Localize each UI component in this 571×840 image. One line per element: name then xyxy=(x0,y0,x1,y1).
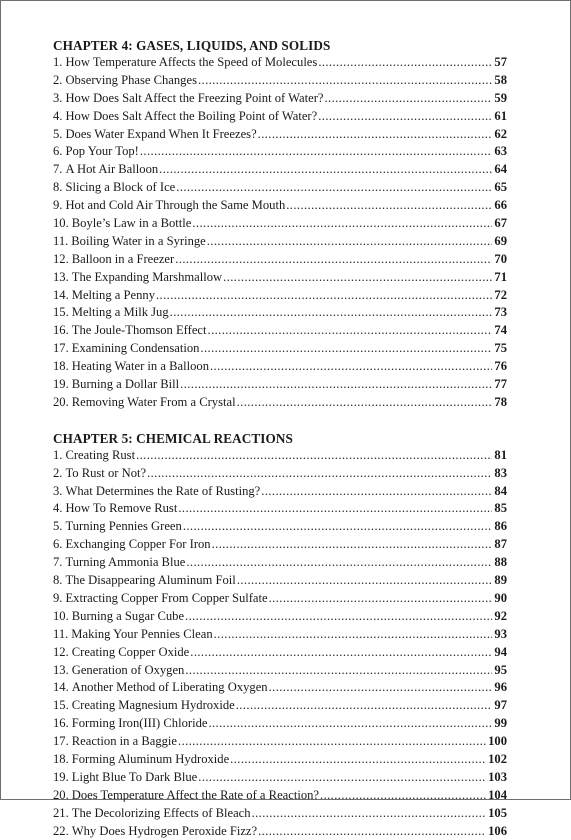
toc-entry xyxy=(53,322,507,340)
toc-entry xyxy=(53,751,507,769)
chapter-section xyxy=(53,431,507,840)
entry-number: 18. xyxy=(53,359,69,374)
entry-number: 10. xyxy=(53,216,69,231)
entry-title: Forming Iron(III) Chloride xyxy=(71,716,208,731)
dot-leader xyxy=(258,823,486,840)
entry-title: How Does Salt Affect the Boiling Point of Water? xyxy=(65,108,318,123)
toc-entry xyxy=(53,304,507,322)
toc-entry xyxy=(53,215,507,233)
dot-leader xyxy=(318,54,492,72)
entry-number: 4. xyxy=(53,501,63,516)
toc-entry xyxy=(53,518,507,536)
entry-number: 15. xyxy=(53,305,69,320)
entry-page-number: 77 xyxy=(494,377,507,392)
toc-entry xyxy=(53,572,507,590)
entry-page-number: 103 xyxy=(488,769,507,784)
entry-number: 18. xyxy=(53,751,69,766)
entry-page-number: 97 xyxy=(494,698,507,713)
toc-entry xyxy=(53,197,507,215)
toc-entry xyxy=(53,483,507,501)
dot-leader xyxy=(237,572,493,590)
entry-title: Pop Your Top! xyxy=(65,144,139,159)
entry-title: Making Your Pennies Clean xyxy=(71,626,213,641)
entry-title: Does Temperature Affect the Rate of a Reaction? xyxy=(71,787,320,802)
dot-leader xyxy=(192,215,492,233)
dot-leader xyxy=(208,715,492,733)
entry-page-number: 83 xyxy=(494,465,507,480)
toc-entry xyxy=(53,179,507,197)
dot-leader xyxy=(186,554,492,572)
entry-title: Boyle’s Law in a Bottle xyxy=(71,216,192,231)
entry-number: 9. xyxy=(53,198,63,213)
entry-page-number: 59 xyxy=(494,90,507,105)
entry-page-number: 57 xyxy=(494,55,507,69)
entry-page-number: 96 xyxy=(494,680,507,695)
entry-title: What Determines the Rate of Rusting? xyxy=(65,483,261,498)
toc-entry xyxy=(53,536,507,554)
toc-entry xyxy=(53,626,507,644)
entry-title: Exchanging Copper For Iron xyxy=(65,537,211,552)
dot-leader xyxy=(175,251,492,269)
entry-title: Why Does Hydrogen Peroxide Fizz? xyxy=(71,823,258,838)
toc-entry xyxy=(53,805,507,823)
entry-title: Creating Rust xyxy=(65,447,136,462)
entry-number: 19. xyxy=(53,769,69,784)
entry-number: 3. xyxy=(53,90,63,105)
entry-number: 5. xyxy=(53,519,63,534)
entry-title: Reaction in a Baggie xyxy=(71,734,178,749)
entry-number: 20. xyxy=(53,394,69,409)
toc-entry xyxy=(53,769,507,787)
entry-title: The Decolorizing Effects of Bleach xyxy=(71,805,251,820)
entry-title: Observing Phase Changes xyxy=(65,72,197,87)
dot-leader xyxy=(140,143,493,161)
entry-page-number: 69 xyxy=(494,233,507,248)
toc-entry xyxy=(53,108,507,126)
entry-page-number: 76 xyxy=(494,359,507,374)
entry-page-number: 99 xyxy=(494,716,507,731)
dot-leader xyxy=(214,626,493,644)
entry-title: Boiling Water in a Syringe xyxy=(71,233,206,248)
entry-page-number: 88 xyxy=(494,555,507,570)
entry-number: 12. xyxy=(53,251,69,266)
toc-entry xyxy=(53,161,507,179)
entry-number: 10. xyxy=(53,608,69,623)
dot-leader xyxy=(200,340,492,358)
entry-page-number: 74 xyxy=(494,323,507,338)
dot-leader xyxy=(170,304,493,322)
dot-leader xyxy=(269,679,493,697)
entry-number: 1. xyxy=(53,55,63,69)
toc-entry xyxy=(53,233,507,251)
entry-page-number: 93 xyxy=(494,626,507,641)
entry-page-number: 75 xyxy=(494,341,507,356)
entry-title: Generation of Oxygen xyxy=(71,662,185,677)
dot-leader xyxy=(208,322,493,340)
entry-title: Burning a Dollar Bill xyxy=(71,377,180,392)
entry-page-number: 64 xyxy=(494,162,507,177)
dot-leader xyxy=(198,769,486,787)
toc-entry xyxy=(53,500,507,518)
entry-number: 16. xyxy=(53,716,69,731)
entry-page-number: 58 xyxy=(494,72,507,87)
toc-entry xyxy=(53,269,507,287)
entry-title: The Disappearing Aluminum Foil xyxy=(65,573,236,588)
entry-title: Creating Copper Oxide xyxy=(71,644,190,659)
entry-page-number: 95 xyxy=(494,662,507,677)
entry-number: 20. xyxy=(53,787,69,802)
entry-page-number: 81 xyxy=(494,447,507,462)
toc-entry xyxy=(53,679,507,697)
entry-title: Burning a Sugar Cube xyxy=(71,608,185,623)
entry-title: Melting a Milk Jug xyxy=(71,305,169,320)
entry-number: 19. xyxy=(53,377,69,392)
dot-leader xyxy=(320,787,486,805)
entry-number: 15. xyxy=(53,698,69,713)
toc-entry xyxy=(53,143,507,161)
entry-title: Heating Water in a Balloon xyxy=(71,359,209,374)
toc-entry xyxy=(53,287,507,305)
entry-number: 4. xyxy=(53,108,63,123)
entry-number: 14. xyxy=(53,680,69,695)
dot-leader xyxy=(136,447,492,465)
entry-number: 6. xyxy=(53,537,63,552)
dot-leader xyxy=(156,287,492,305)
dot-leader xyxy=(190,644,492,662)
toc-entry xyxy=(53,662,507,680)
entry-number: 16. xyxy=(53,323,69,338)
toc-entry xyxy=(53,715,507,733)
entry-page-number: 105 xyxy=(488,805,507,820)
entry-page-number: 70 xyxy=(494,251,507,266)
toc-entry xyxy=(53,447,507,465)
dot-leader xyxy=(178,500,492,518)
entry-number: 17. xyxy=(53,341,69,356)
toc-entry xyxy=(53,376,507,394)
entry-page-number: 90 xyxy=(494,590,507,605)
dot-leader xyxy=(261,483,492,501)
dot-leader xyxy=(210,358,492,376)
entry-page-number: 72 xyxy=(494,287,507,302)
entry-page-number: 65 xyxy=(494,180,507,195)
dot-leader xyxy=(236,697,493,715)
toc-entry xyxy=(53,465,507,483)
entry-title: Creating Magnesium Hydroxide xyxy=(71,698,235,713)
entry-number: 11. xyxy=(53,233,69,248)
entry-title: Hot and Cold Air Through the Same Mouth xyxy=(65,198,286,213)
dot-leader xyxy=(212,536,493,554)
dot-leader xyxy=(237,394,493,412)
toc-entry xyxy=(53,554,507,572)
entry-number: 2. xyxy=(53,465,63,480)
entry-page-number: 71 xyxy=(494,269,507,284)
entry-page-number: 67 xyxy=(494,216,507,231)
entry-page-number: 86 xyxy=(494,519,507,534)
chapter-heading: CHAPTER 4: GASES, LIQUIDS, AND SOLIDS xyxy=(53,38,331,53)
entry-page-number: 87 xyxy=(494,537,507,552)
dot-leader xyxy=(185,608,492,626)
entry-number: 7. xyxy=(53,162,63,177)
entry-number: 6. xyxy=(53,144,63,159)
dot-leader xyxy=(178,733,486,751)
entry-title: Balloon in a Freezer xyxy=(71,251,175,266)
entry-title: Turning Ammonia Blue xyxy=(65,555,186,570)
toc-entry xyxy=(53,608,507,626)
entry-page-number: 94 xyxy=(494,644,507,659)
entry-page-number: 89 xyxy=(494,573,507,588)
dot-leader xyxy=(180,376,492,394)
toc-entry xyxy=(53,340,507,358)
entry-number: 2. xyxy=(53,72,63,87)
dot-leader xyxy=(185,662,492,680)
entry-title: Turning Pennies Green xyxy=(65,519,182,534)
entry-number: 21. xyxy=(53,805,69,820)
entry-title: Light Blue To Dark Blue xyxy=(71,769,198,784)
toc-entry xyxy=(53,590,507,608)
entry-page-number: 92 xyxy=(494,608,507,623)
entry-number: 14. xyxy=(53,287,69,302)
toc-entry xyxy=(53,358,507,376)
entry-page-number: 66 xyxy=(494,198,507,213)
entry-number: 9. xyxy=(53,590,63,605)
entry-page-number: 61 xyxy=(494,108,507,123)
toc-entry xyxy=(53,394,507,412)
toc-entry xyxy=(53,126,507,144)
entry-page-number: 85 xyxy=(494,501,507,516)
entry-title: Does Water Expand When It Freezes? xyxy=(65,126,257,141)
chapter-section xyxy=(53,38,507,412)
entry-page-number: 104 xyxy=(488,787,507,802)
dot-leader xyxy=(147,465,492,483)
entry-number: 13. xyxy=(53,662,69,677)
entry-page-number: 78 xyxy=(494,394,507,409)
entry-number: 8. xyxy=(53,180,63,195)
entry-page-number: 106 xyxy=(488,823,507,838)
entry-title: The Joule-Thomson Effect xyxy=(71,323,207,338)
toc-entry xyxy=(53,823,507,840)
toc-entry xyxy=(53,251,507,269)
entry-number: 11. xyxy=(53,626,69,641)
entry-page-number: 102 xyxy=(488,751,507,766)
entry-number: 8. xyxy=(53,573,63,588)
dot-leader xyxy=(286,197,492,215)
entry-number: 13. xyxy=(53,269,69,284)
dot-leader xyxy=(176,179,492,197)
dot-leader xyxy=(324,90,492,108)
entry-number: 5. xyxy=(53,126,63,141)
dot-leader xyxy=(207,233,493,251)
entry-number: 12. xyxy=(53,644,69,659)
entry-number: 3. xyxy=(53,483,63,498)
entry-number: 22. xyxy=(53,823,69,838)
dot-leader xyxy=(159,161,492,179)
entry-title: Extracting Copper From Copper Sulfate xyxy=(65,590,268,605)
entry-title: Examining Condensation xyxy=(71,341,200,356)
toc-entry xyxy=(53,733,507,751)
entry-title: Melting a Penny xyxy=(71,287,155,302)
entry-page-number: 100 xyxy=(488,734,507,749)
toc-entry xyxy=(53,644,507,662)
dot-leader xyxy=(230,751,486,769)
entry-title: A Hot Air Balloon xyxy=(65,162,159,177)
entry-page-number: 62 xyxy=(494,126,507,141)
toc-entry xyxy=(53,787,507,805)
entry-title: Another Method of Liberating Oxygen xyxy=(71,680,268,695)
toc-entry xyxy=(53,72,507,90)
chapter-heading: CHAPTER 5: CHEMICAL REACTIONS xyxy=(53,430,293,446)
entry-title: To Rust or Not? xyxy=(65,465,147,480)
entry-number: 17. xyxy=(53,734,69,749)
entry-title: Slicing a Block of Ice xyxy=(65,180,176,195)
toc-entry xyxy=(53,54,507,72)
dot-leader xyxy=(318,108,492,126)
toc-entry xyxy=(53,697,507,715)
entry-number: 1. xyxy=(53,447,63,462)
dot-leader xyxy=(258,126,493,144)
entry-title: How Does Salt Affect the Freezing Point of Water? xyxy=(65,90,324,105)
entry-page-number: 73 xyxy=(494,305,507,320)
dot-leader xyxy=(252,805,487,823)
dot-leader xyxy=(269,590,493,608)
entry-page-number: 84 xyxy=(494,483,507,498)
entry-title: The Expanding Marshmallow xyxy=(71,269,223,284)
entry-number: 7. xyxy=(53,555,63,570)
dot-leader xyxy=(198,72,492,90)
table-of-contents xyxy=(53,38,507,840)
toc-entry xyxy=(53,90,507,108)
dot-leader xyxy=(223,269,492,287)
entry-page-number: 63 xyxy=(494,144,507,159)
entry-title: How Temperature Affects the Speed of Molecules xyxy=(65,55,318,69)
entry-title: How To Remove Rust xyxy=(65,501,178,516)
entry-title: Forming Aluminum Hydroxide xyxy=(71,751,230,766)
entry-title: Removing Water From a Crystal xyxy=(71,394,236,409)
dot-leader xyxy=(183,518,493,536)
